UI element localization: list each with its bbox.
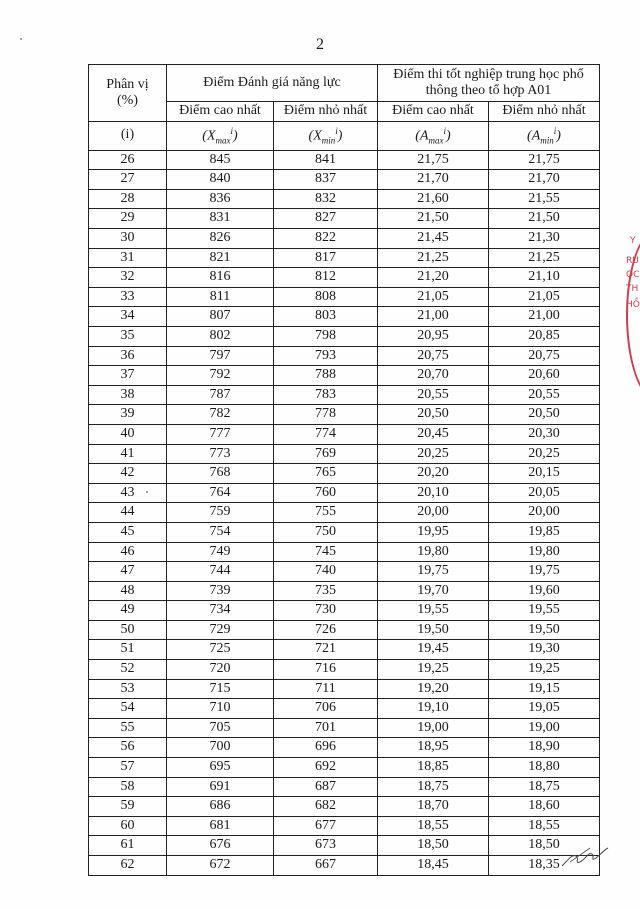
exam-max-cell: 20,10	[378, 483, 489, 503]
exam-max-cell: 18,85	[378, 758, 489, 778]
exam-max-cell: 20,95	[378, 326, 489, 346]
page-number: 2	[316, 36, 324, 53]
ability-min-cell: 750	[274, 522, 378, 542]
ability-max-cell: 777	[167, 424, 274, 444]
exam-min-cell: 19,80	[489, 542, 600, 562]
table-row	[89, 699, 600, 719]
table-row	[89, 503, 600, 523]
exam-max-cell: 18,70	[378, 797, 489, 817]
a-min-symbol: $(A_{min}^i)$	[489, 121, 600, 150]
x-max-symbol: $(X_{max}^i)$	[167, 121, 274, 150]
table-row	[89, 189, 600, 209]
ability-score-group-header: Điểm Đánh giá năng lực	[167, 65, 378, 102]
a-max-symbol: $(A_{max}^i)$	[378, 121, 489, 150]
table-row	[89, 287, 600, 307]
percentile-cell: 58	[89, 777, 167, 797]
exam-max-cell: 18,55	[378, 816, 489, 836]
official-stamp-fragment	[622, 228, 640, 398]
ability-max-cell: 764	[167, 483, 274, 503]
ability-max-cell: 802	[167, 326, 274, 346]
exam-min-cell: 19,15	[489, 679, 600, 699]
ability-max-cell: 807	[167, 307, 274, 327]
exam-max-cell: 20,00	[378, 503, 489, 523]
ability-min-cell: 701	[274, 718, 378, 738]
percentile-cell: 49	[89, 601, 167, 621]
percentile-cell: 52	[89, 660, 167, 680]
x-min-symbol: $(X_{min}^i)$	[274, 121, 378, 150]
ability-max-cell: 686	[167, 797, 274, 817]
exam-max-header: Điểm cao nhất	[378, 102, 489, 122]
percentile-cell: 39	[89, 405, 167, 425]
exam-max-cell: 20,75	[378, 346, 489, 366]
ability-max-cell: 739	[167, 581, 274, 601]
exam-min-cell: 20,30	[489, 424, 600, 444]
exam-min-cell: 21,50	[489, 209, 600, 229]
percentile-cell: 40	[89, 424, 167, 444]
exam-max-cell: 20,45	[378, 424, 489, 444]
table-row	[89, 424, 600, 444]
ability-min-cell: 745	[274, 542, 378, 562]
ability-max-cell: 734	[167, 601, 274, 621]
exam-min-cell: 18,90	[489, 738, 600, 758]
percentile-cell: 48	[89, 581, 167, 601]
ability-max-cell: 676	[167, 836, 274, 856]
percentile-cell: 33	[89, 287, 167, 307]
table-row	[89, 307, 600, 327]
percentile-cell: 34	[89, 307, 167, 327]
ability-min-cell: 793	[274, 346, 378, 366]
table-row	[89, 758, 600, 778]
ability-max-cell: 681	[167, 816, 274, 836]
ability-max-cell: 700	[167, 738, 274, 758]
ability-min-cell: 832	[274, 189, 378, 209]
table-row	[89, 483, 600, 503]
ability-max-cell: 845	[167, 150, 274, 170]
percentile-cell: 42	[89, 464, 167, 484]
ability-min-cell: 692	[274, 758, 378, 778]
ability-min-cell: 730	[274, 601, 378, 621]
exam-max-cell: 18,45	[378, 856, 489, 876]
exam-min-cell: 19,75	[489, 562, 600, 582]
ability-min-cell: 798	[274, 326, 378, 346]
exam-max-cell: 18,75	[378, 777, 489, 797]
percentile-cell: 35	[89, 326, 167, 346]
percentile-header	[89, 65, 167, 122]
table-row	[89, 385, 600, 405]
exam-max-cell: 19,75	[378, 562, 489, 582]
percentile-cell: 62	[89, 856, 167, 876]
ability-min-cell: 817	[274, 248, 378, 268]
table-row	[89, 660, 600, 680]
table-row	[89, 444, 600, 464]
ability-min-cell: 769	[274, 444, 378, 464]
ability-max-cell: 695	[167, 758, 274, 778]
percentile-cell: 55	[89, 718, 167, 738]
table-row	[89, 777, 600, 797]
ability-min-cell: 827	[274, 209, 378, 229]
exam-max-cell: 21,45	[378, 229, 489, 249]
ability-min-cell: 774	[274, 424, 378, 444]
table-row	[89, 464, 600, 484]
ability-max-cell: 840	[167, 170, 274, 190]
exam-min-cell: 20,60	[489, 366, 600, 386]
exam-min-cell: 18,75	[489, 777, 600, 797]
exam-min-cell: 21,00	[489, 307, 600, 327]
ability-min-cell: 721	[274, 640, 378, 660]
exam-min-cell: 19,50	[489, 620, 600, 640]
exam-max-cell: 20,70	[378, 366, 489, 386]
ability-min-header: Điểm nhỏ nhất	[274, 102, 378, 122]
exam-max-cell: 20,55	[378, 385, 489, 405]
scan-speck	[146, 491, 148, 493]
ability-max-cell: 792	[167, 366, 274, 386]
ability-max-cell: 754	[167, 522, 274, 542]
exam-min-cell: 18,35	[489, 856, 600, 876]
exam-min-cell: 21,75	[489, 150, 600, 170]
exam-min-cell: 20,75	[489, 346, 600, 366]
exam-max-cell: 21,25	[378, 248, 489, 268]
exam-min-header: Điểm nhỏ nhất	[489, 102, 600, 122]
ability-min-cell: 803	[274, 307, 378, 327]
table-row	[89, 542, 600, 562]
ability-min-cell: 711	[274, 679, 378, 699]
percentile-cell: 44	[89, 503, 167, 523]
exam-min-cell: 20,50	[489, 405, 600, 425]
table-row	[89, 738, 600, 758]
exam-max-cell: 19,55	[378, 601, 489, 621]
table-row	[89, 816, 600, 836]
ability-min-cell: 755	[274, 503, 378, 523]
table-row	[89, 797, 600, 817]
ability-max-cell: 744	[167, 562, 274, 582]
percentile-header-line1: Phân vị	[106, 76, 149, 92]
exam-max-cell: 19,45	[378, 640, 489, 660]
ability-max-cell: 816	[167, 268, 274, 288]
table-row	[89, 229, 600, 249]
exam-max-cell: 21,75	[378, 150, 489, 170]
exam-max-cell: 19,50	[378, 620, 489, 640]
table-row	[89, 366, 600, 386]
table-row	[89, 170, 600, 190]
exam-min-cell: 18,80	[489, 758, 600, 778]
ability-max-cell: 768	[167, 464, 274, 484]
exam-min-cell: 20,15	[489, 464, 600, 484]
table-row	[89, 856, 600, 876]
table-row	[89, 209, 600, 229]
ability-min-cell: 822	[274, 229, 378, 249]
stamp-text: Y	[630, 236, 636, 246]
ability-max-cell: 672	[167, 856, 274, 876]
ability-min-cell: 673	[274, 836, 378, 856]
scan-speck	[20, 38, 22, 40]
exam-min-cell: 18,50	[489, 836, 600, 856]
ability-min-cell: 682	[274, 797, 378, 817]
table-row	[89, 405, 600, 425]
stamp-text: ỌC	[626, 270, 640, 280]
exam-min-cell: 19,00	[489, 718, 600, 738]
table-body	[89, 150, 600, 875]
ability-min-cell: 740	[274, 562, 378, 582]
exam-max-cell: 19,00	[378, 718, 489, 738]
table-row	[89, 522, 600, 542]
exam-min-cell: 20,05	[489, 483, 600, 503]
ability-min-cell: 726	[274, 620, 378, 640]
exam-min-cell: 18,55	[489, 816, 600, 836]
table-row	[89, 562, 600, 582]
ability-max-cell: 831	[167, 209, 274, 229]
exam-min-cell: 21,10	[489, 268, 600, 288]
percentile-cell: 36	[89, 346, 167, 366]
ability-max-cell: 826	[167, 229, 274, 249]
percentile-header-line2: (%)	[117, 92, 138, 108]
percentile-cell: 37	[89, 366, 167, 386]
percentile-cell: 30	[89, 229, 167, 249]
exam-min-cell: 19,60	[489, 581, 600, 601]
percentile-cell: 61	[89, 836, 167, 856]
exam-max-cell: 21,05	[378, 287, 489, 307]
exam-min-cell: 20,55	[489, 385, 600, 405]
stamp-text: RU	[626, 256, 639, 266]
exam-max-cell: 19,80	[378, 542, 489, 562]
table-row	[89, 326, 600, 346]
table-row	[89, 679, 600, 699]
exam-score-group-header: Điểm thi tốt nghiệp trung học phổ thông theo tổ hợp A01	[378, 65, 600, 102]
initials-signature	[560, 842, 610, 870]
exam-min-cell: 21,05	[489, 287, 600, 307]
percentile-cell: 38	[89, 385, 167, 405]
table-row	[89, 268, 600, 288]
ability-min-cell: 706	[274, 699, 378, 719]
table-row	[89, 640, 600, 660]
ability-max-cell: 749	[167, 542, 274, 562]
percentile-cell: 32	[89, 268, 167, 288]
ability-min-cell: 696	[274, 738, 378, 758]
percentile-cell: 45	[89, 522, 167, 542]
exam-min-cell: 21,25	[489, 248, 600, 268]
ability-min-cell: 841	[274, 150, 378, 170]
ability-min-cell: 788	[274, 366, 378, 386]
exam-max-cell: 20,25	[378, 444, 489, 464]
table-row	[89, 248, 600, 268]
ability-max-header: Điểm cao nhất	[167, 102, 274, 122]
stamp-text: HỒ	[626, 300, 640, 310]
stamp-text: TH	[626, 284, 639, 294]
ability-min-cell: 735	[274, 581, 378, 601]
index-label-cell: (i)	[89, 121, 167, 150]
table-row	[89, 836, 600, 856]
ability-max-cell: 782	[167, 405, 274, 425]
percentile-cell: 54	[89, 699, 167, 719]
percentile-cell: 57	[89, 758, 167, 778]
exam-max-cell: 21,00	[378, 307, 489, 327]
exam-max-cell: 18,50	[378, 836, 489, 856]
ability-max-cell: 729	[167, 620, 274, 640]
exam-max-cell: 20,50	[378, 405, 489, 425]
table-row	[89, 620, 600, 640]
percentile-cell: 46	[89, 542, 167, 562]
percentile-cell: 31	[89, 248, 167, 268]
exam-min-cell: 19,05	[489, 699, 600, 719]
ability-max-cell: 710	[167, 699, 274, 719]
exam-max-cell: 19,20	[378, 679, 489, 699]
percentile-cell: 27	[89, 170, 167, 190]
percentile-cell: 29	[89, 209, 167, 229]
percentile-cell: 51	[89, 640, 167, 660]
ability-max-cell: 821	[167, 248, 274, 268]
exam-max-cell: 18,95	[378, 738, 489, 758]
exam-max-cell: 19,10	[378, 699, 489, 719]
table-row	[89, 581, 600, 601]
exam-min-cell: 20,25	[489, 444, 600, 464]
exam-min-cell: 19,55	[489, 601, 600, 621]
table-row	[89, 601, 600, 621]
score-conversion-table	[88, 64, 600, 876]
ability-min-cell: 765	[274, 464, 378, 484]
ability-max-cell: 773	[167, 444, 274, 464]
exam-min-cell: 19,25	[489, 660, 600, 680]
exam-max-cell: 21,50	[378, 209, 489, 229]
percentile-cell: 60	[89, 816, 167, 836]
table-row	[89, 718, 600, 738]
ability-max-cell: 797	[167, 346, 274, 366]
exam-min-cell: 21,70	[489, 170, 600, 190]
percentile-cell: 53	[89, 679, 167, 699]
ability-max-cell: 759	[167, 503, 274, 523]
exam-min-cell: 18,60	[489, 797, 600, 817]
ability-max-cell: 720	[167, 660, 274, 680]
exam-max-cell: 21,60	[378, 189, 489, 209]
table-row	[89, 346, 600, 366]
percentile-cell: 28	[89, 189, 167, 209]
ability-min-cell: 667	[274, 856, 378, 876]
stamp-ring	[626, 228, 640, 398]
exam-min-cell: 19,85	[489, 522, 600, 542]
ability-max-cell: 691	[167, 777, 274, 797]
table-row	[89, 150, 600, 170]
exam-max-cell: 19,95	[378, 522, 489, 542]
ability-min-cell: 812	[274, 268, 378, 288]
exam-max-cell: 19,70	[378, 581, 489, 601]
ability-max-cell: 836	[167, 189, 274, 209]
ability-min-cell: 687	[274, 777, 378, 797]
ability-min-cell: 837	[274, 170, 378, 190]
ability-min-cell: 808	[274, 287, 378, 307]
ability-max-cell: 725	[167, 640, 274, 660]
exam-max-cell: 21,70	[378, 170, 489, 190]
percentile-cell: 59	[89, 797, 167, 817]
ability-min-cell: 760	[274, 483, 378, 503]
ability-min-cell: 677	[274, 816, 378, 836]
ability-min-cell: 783	[274, 385, 378, 405]
ability-min-cell: 716	[274, 660, 378, 680]
ability-max-cell: 811	[167, 287, 274, 307]
exam-min-cell: 21,55	[489, 189, 600, 209]
percentile-cell: 47	[89, 562, 167, 582]
percentile-cell: 43	[89, 483, 167, 503]
exam-min-cell: 20,00	[489, 503, 600, 523]
exam-max-cell: 21,20	[378, 268, 489, 288]
percentile-cell: 50	[89, 620, 167, 640]
exam-min-cell: 20,85	[489, 326, 600, 346]
exam-min-cell: 19,30	[489, 640, 600, 660]
exam-max-cell: 19,25	[378, 660, 489, 680]
ability-min-cell: 778	[274, 405, 378, 425]
exam-min-cell: 21,30	[489, 229, 600, 249]
ability-max-cell: 705	[167, 718, 274, 738]
ability-max-cell: 715	[167, 679, 274, 699]
percentile-cell: 26	[89, 150, 167, 170]
ability-max-cell: 787	[167, 385, 274, 405]
exam-max-cell: 20,20	[378, 464, 489, 484]
percentile-cell: 56	[89, 738, 167, 758]
percentile-cell: 41	[89, 444, 167, 464]
